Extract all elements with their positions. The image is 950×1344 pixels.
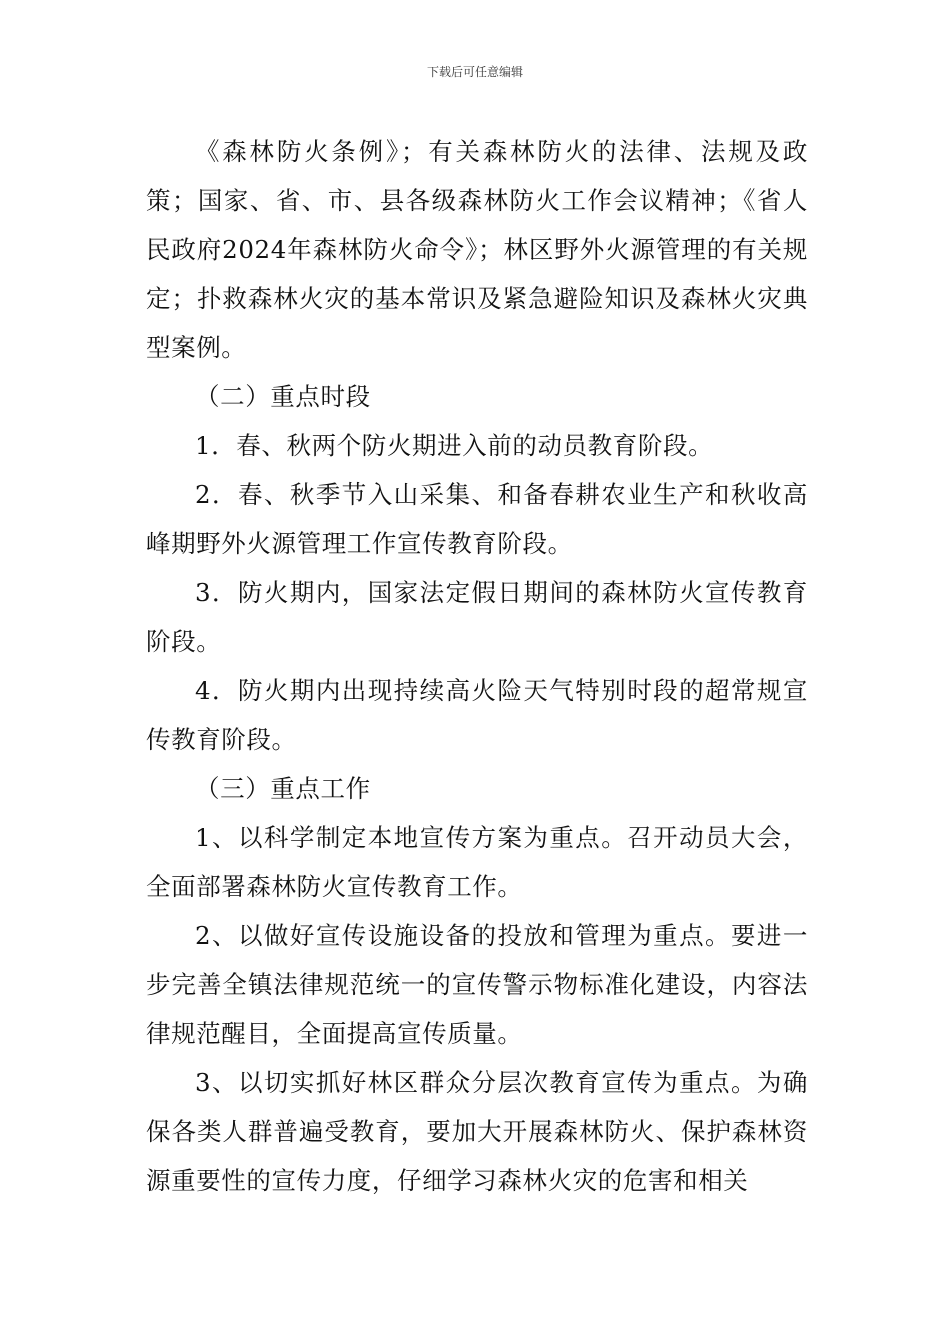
section-heading-key-periods: （二）重点时段 bbox=[195, 382, 371, 411]
list-item-period-1: 1．春、秋两个防火期进入前的动员教育阶段。 bbox=[195, 431, 714, 460]
section-heading-key-work: （三）重点工作 bbox=[195, 774, 371, 803]
list-item-period-3: 3．防火期内，国家法定假日期间的森林防火宣传教育阶段。 bbox=[146, 578, 808, 656]
list-item-work-3: 3、以切实抓好林区群众分层次教育宣传为重点。为确保各类人群普遍受教育，要加大开展森林防火、保护森林资源重要性的宣传力度，仔细学习森林火灾的危害和相关 bbox=[146, 1068, 808, 1195]
list-item-period-2: 2．春、秋季节入山采集、和备春耕农业生产和秋收高峰期野外火源管理工作宣传教育阶段。 bbox=[146, 480, 808, 558]
list-item-work-1: 1、以科学制定本地宣传方案为重点。召开动员大会，全面部署森林防火宣传教育工作。 bbox=[146, 823, 808, 901]
list-item-work-2: 2、以做好宣传设施设备的投放和管理为重点。要进一步完善全镇法律规范统一的宣传警示物标准化建设，内容法律规范醒目，全面提高宣传质量。 bbox=[146, 921, 808, 1048]
list-item-period-4: 4．防火期内出现持续高火险天气特别时段的超常规宣传教育阶段。 bbox=[146, 676, 808, 754]
document-body bbox=[146, 127, 808, 1205]
page-header: 下载后可任意编辑 bbox=[426, 65, 523, 79]
paragraph-fire-prevention-content: 《森林防火条例》；有关森林防火的法律、法规及政策；国家、省、市、县各级森林防火工作会议精神；《省人民政府2024年森林防火命令》；林区野外火源管理的有关规定；扑救森林火灾的基本常识及紧急避险知识及森林火灾典型案例。 bbox=[146, 137, 808, 362]
